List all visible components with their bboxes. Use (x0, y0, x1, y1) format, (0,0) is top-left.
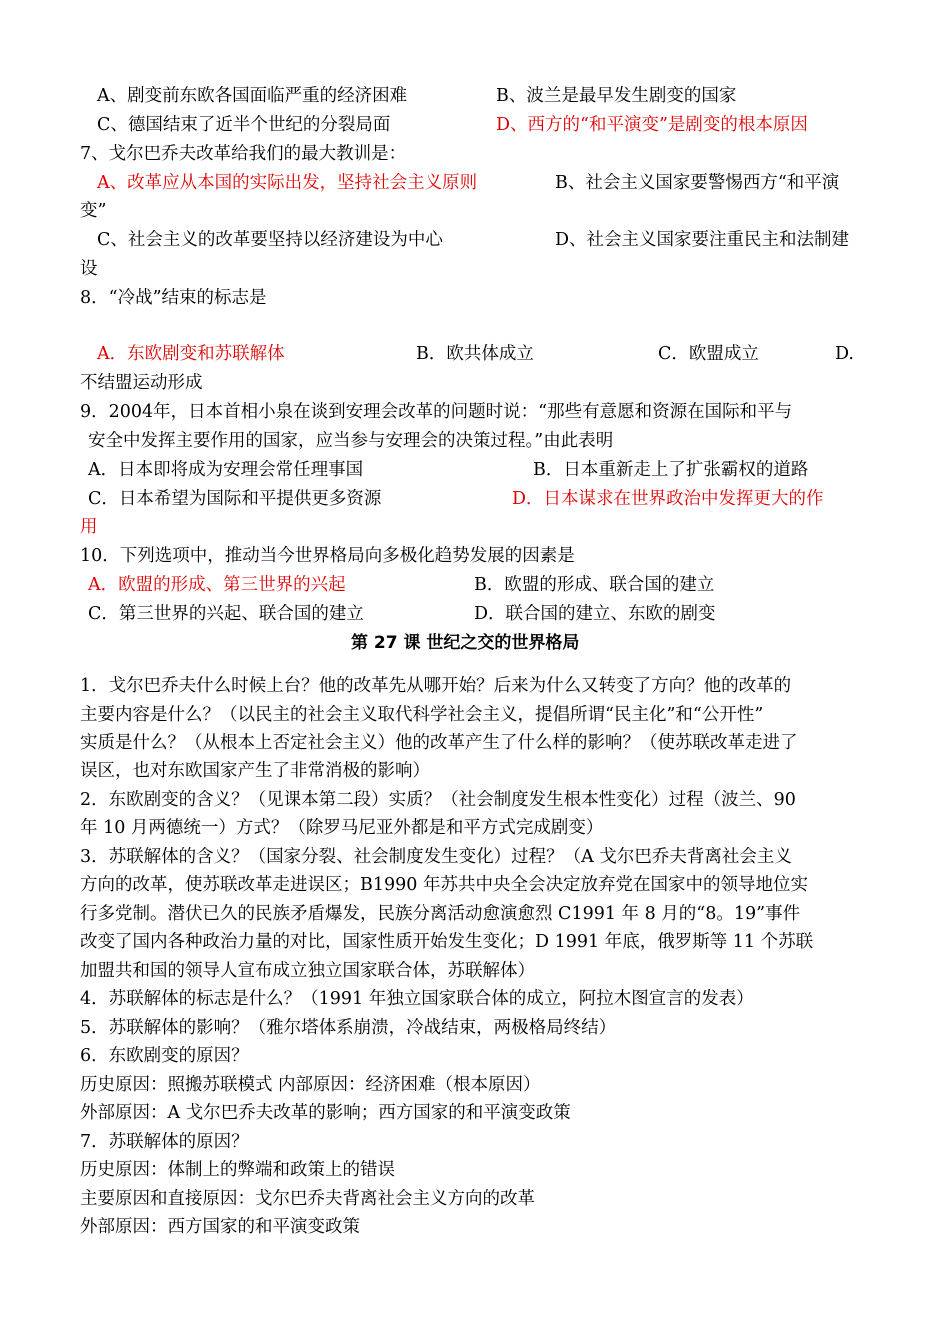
q9-option-d-answer-continued: 用 (80, 517, 98, 537)
q7-option-a-answer: A、改革应从本国的实际出发，坚持社会主义原则 (97, 173, 478, 193)
q9-option-a: A．日本即将成为安理会常任理事国 (88, 460, 364, 480)
q9-option-b: B．日本重新走上了扩张霸权的道路 (533, 460, 809, 480)
q8-option-a-answer: A．东欧剧变和苏联解体 (97, 344, 285, 364)
body-line: 加盟共和国的领导人宣布成立独立国家联合体，苏联解体） (80, 961, 535, 981)
body-line: 改变了国内各种政治力量的对比，国家性质开始发生变化；D 1991 年底，俄罗斯等 11 个苏联 (80, 932, 814, 952)
body-line: 方向的改革，使苏联改革走进误区；B1990 年苏共中央全会决定放弃党在国家中的领导地位实 (80, 875, 808, 895)
body-line: 1．戈尔巴乔夫什么时候上台？他的改革先从哪开始？后来为什么又转变了方向？他的改革的 (80, 676, 792, 696)
q7-option-b: B、社会主义国家要警惕西方“和平演 (555, 173, 840, 193)
q6-option-c: C、德国结束了近半个世纪的分裂局面 (97, 115, 391, 135)
body-line: 历史原因：体制上的弊端和政策上的错误 (80, 1160, 395, 1180)
q10-option-a-answer: A．欧盟的形成、第三世界的兴起 (88, 575, 346, 595)
q6-option-b: B、波兰是最早发生剧变的国家 (496, 86, 737, 106)
q6-option-d-answer: D、西方的“和平演变”是剧变的根本原因 (496, 115, 808, 135)
body-line: 4．苏联解体的标志是什么？（1991 年独立国家联合体的成立，阿拉木图宣言的发表） (80, 989, 754, 1009)
q9-stem-line2: 安全中发挥主要作用的国家，应当参与安理会的决策过程。”由此表明 (88, 431, 614, 451)
body-line: 历史原因：照搬苏联模式 内部原因：经济困难（根本原因） (80, 1075, 541, 1095)
body-line: 主要内容是什么？（以民主的社会主义取代科学社会主义，提倡所谓“民主化”和“公开性” (80, 705, 764, 725)
q8-stem: 8．“冷战”结束的标志是 (80, 288, 267, 308)
q10-option-c: C．第三世界的兴起、联合国的建立 (88, 604, 364, 624)
q10-option-b: B．欧盟的形成、联合国的建立 (474, 575, 715, 595)
body-line: 实质是什么？（从根本上否定社会主义）他的改革产生了什么样的影响？（使苏联改革走进了 (80, 733, 798, 753)
body-line: 外部原因：西方国家的和平演变政策 (80, 1217, 360, 1237)
q7-option-c: C、社会主义的改革要坚持以经济建设为中心 (97, 230, 443, 250)
q8-option-b: B．欧共体成立 (416, 344, 534, 364)
body-line: 行多党制。潜伏已久的民族矛盾爆发，民族分离活动愈演愈烈 C1991 年 8 月的“8。19”事件 (80, 904, 801, 924)
q6-option-a: A、剧变前东欧各国面临严重的经济困难 (97, 86, 408, 106)
body-line: 3．苏联解体的含义？（国家分裂、社会制度发生变化）过程？（A 戈尔巴乔夫背离社会主义 (80, 847, 792, 867)
body-line: 5．苏联解体的影响？（雅尔塔体系崩溃，冷战结束，两极格局终结） (80, 1018, 617, 1038)
body-line: 年 10 月两德统一）方式？（除罗马尼亚外都是和平方式完成剧变） (80, 818, 604, 838)
q7-option-d-continued: 设 (80, 259, 98, 279)
body-line: 7．苏联解体的原因？ (80, 1132, 249, 1152)
q9-option-d-answer: D．日本谋求在世界政治中发挥更大的作 (512, 489, 824, 509)
q7-option-b-continued: 变” (80, 201, 107, 221)
body-line: 主要原因和直接原因：戈尔巴乔夫背离社会主义方向的改革 (80, 1189, 535, 1209)
q8-option-c: C．欧盟成立 (658, 344, 759, 364)
q9-stem-line1: 9．2004年，日本首相小泉在谈到安理会改革的问题时说：“那些有意愿和资源在国际和平与 (80, 402, 793, 422)
q8-option-d: D. (835, 344, 854, 364)
body-line: 6．东欧剧变的原因？ (80, 1046, 249, 1066)
q7-option-d: D、社会主义国家要注重民主和法制建 (555, 230, 850, 250)
q8-option-d-continued: 不结盟运动形成 (80, 373, 203, 393)
body-line: 2．东欧剧变的含义？（见课本第二段）实质？（社会制度发生根本性变化）过程（波兰、90 (80, 790, 796, 810)
body-line: 外部原因：A 戈尔巴乔夫改革的影响；西方国家的和平演变政策 (80, 1103, 571, 1123)
q10-option-d: D．联合国的建立、东欧的剧变 (474, 604, 716, 624)
q9-option-c: C．日本希望为国际和平提供更多资源 (88, 489, 382, 509)
q10-stem: 10．下列选项中，推动当今世界格局向多极化趋势发展的因素是 (80, 546, 575, 566)
q7-stem: 7、戈尔巴乔夫改革给我们的最大教训是： (80, 144, 407, 164)
lesson-title: 第 27 课 世纪之交的世界格局 (351, 633, 580, 653)
body-line: 误区，也对东欧国家产生了非常消极的影响） (80, 761, 430, 781)
